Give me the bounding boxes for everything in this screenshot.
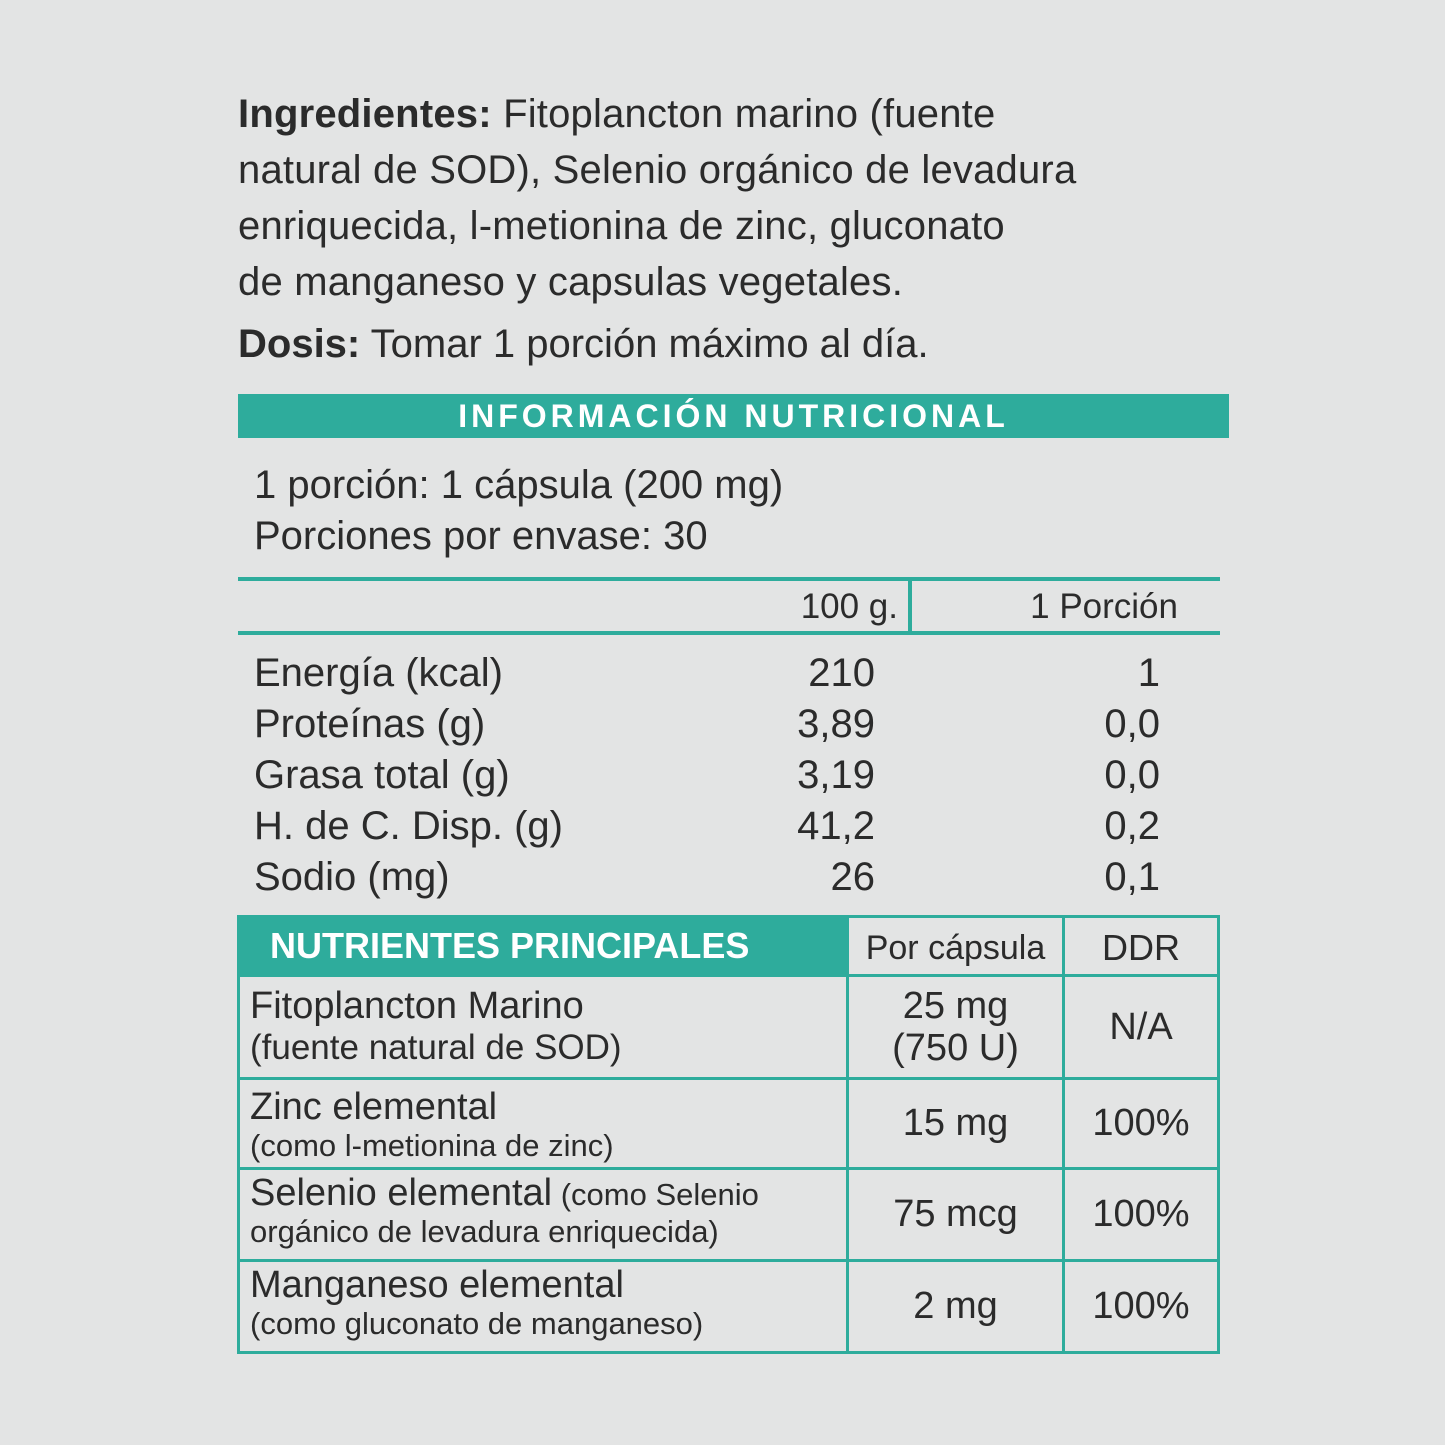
ingredients-paragraph bbox=[238, 86, 1230, 310]
nutrient-name: H. de C. Disp. (g) bbox=[254, 804, 563, 848]
column-per-capsule: Por cápsula bbox=[846, 918, 1062, 974]
nutrient-name: Proteínas (g) bbox=[254, 702, 486, 746]
ingredients-line-4: de manganeso y capsulas vegetales. bbox=[238, 260, 904, 304]
nutrition-row bbox=[238, 749, 1220, 800]
nutrition-row bbox=[238, 647, 1220, 698]
main-nutrients-header bbox=[240, 918, 1217, 977]
nutrient-name: Sodio (mg) bbox=[254, 855, 450, 899]
amount-value: 75 mcg bbox=[846, 1170, 1062, 1259]
nutrient-cell bbox=[240, 977, 846, 1077]
value-per-portion: 0,1 bbox=[1104, 855, 1160, 899]
main-nutrient-row bbox=[240, 1170, 1217, 1262]
nutrient-name: Fitoplancton Marino bbox=[250, 985, 584, 1027]
nutrient-cell bbox=[240, 1170, 846, 1259]
amount-cell bbox=[846, 977, 1062, 1077]
nutrient-cell bbox=[240, 1080, 846, 1167]
nutrient-name: Manganeso elemental bbox=[250, 1264, 624, 1306]
value-per-100g: 3,89 bbox=[797, 702, 875, 746]
nutrient-detail: (como l-metionina de zinc) bbox=[250, 1128, 614, 1163]
value-per-100g: 41,2 bbox=[797, 804, 875, 848]
nutrient-detail-inline: (como Selenio bbox=[552, 1177, 759, 1212]
ingredients-line-3: enriquecida, l-metionina de zinc, gluconato bbox=[238, 204, 1005, 248]
main-nutrient-row bbox=[240, 1080, 1217, 1170]
amount-value: 25 mg bbox=[902, 985, 1009, 1027]
value-per-100g: 3,19 bbox=[797, 753, 875, 797]
dosis-label: Dosis: bbox=[238, 322, 361, 366]
nutrient-detail: (fuente natural de SOD) bbox=[250, 1028, 622, 1067]
nutrient-detail: (como gluconato de manganeso) bbox=[250, 1306, 704, 1341]
value-per-portion: 0,0 bbox=[1104, 702, 1160, 746]
ddr-value: N/A bbox=[1062, 977, 1217, 1077]
column-ddr: DDR bbox=[1062, 918, 1217, 974]
ingredients-line-2: natural de SOD), Selenio orgánico de levadura bbox=[238, 148, 1077, 192]
nutrient-cell bbox=[240, 1262, 846, 1351]
amount-value: 2 mg bbox=[846, 1262, 1062, 1351]
serving-size: 1 porción: 1 cápsula (200 mg) bbox=[254, 463, 784, 507]
servings-per-container: Porciones por envase: 30 bbox=[254, 514, 708, 558]
main-nutrients-title: NUTRIENTES PRINCIPALES bbox=[240, 918, 846, 974]
ddr-value: 100% bbox=[1062, 1262, 1217, 1351]
column-divider bbox=[908, 581, 912, 631]
ingredients-line-1: Fitoplancton marino (fuente bbox=[491, 92, 996, 136]
dosis-text: Tomar 1 porción máximo al día. bbox=[360, 322, 929, 366]
nutrition-row bbox=[238, 851, 1220, 902]
label-text-block bbox=[238, 86, 1230, 372]
amount-units: (750 U) bbox=[892, 1027, 1019, 1069]
value-per-portion: 0,2 bbox=[1104, 804, 1160, 848]
ddr-value: 100% bbox=[1062, 1170, 1217, 1259]
nutrient-name: Selenio elemental bbox=[250, 1172, 553, 1214]
nutrient-name: Grasa total (g) bbox=[254, 753, 510, 797]
amount-value: 15 mg bbox=[846, 1080, 1062, 1167]
ddr-value: 100% bbox=[1062, 1080, 1217, 1167]
nutrition-table bbox=[238, 577, 1220, 902]
portion-info bbox=[254, 460, 783, 562]
value-per-100g: 210 bbox=[808, 651, 875, 695]
column-per-100g: 100 g. bbox=[800, 587, 898, 626]
nutrition-row bbox=[238, 698, 1220, 749]
nutrition-row bbox=[238, 800, 1220, 851]
column-per-portion: 1 Porción bbox=[1030, 587, 1178, 626]
nutrition-info-header: INFORMACIÓN NUTRICIONAL bbox=[238, 394, 1229, 438]
main-nutrient-row bbox=[240, 1262, 1217, 1351]
nutrient-name: Energía (kcal) bbox=[254, 651, 503, 695]
main-nutrient-row bbox=[240, 977, 1217, 1080]
dosis-paragraph bbox=[238, 316, 1230, 372]
main-nutrients-table bbox=[237, 915, 1220, 1354]
nutrition-table-header bbox=[238, 577, 1220, 635]
value-per-100g: 26 bbox=[830, 855, 875, 899]
nutrient-detail: orgánico de levadura enriquecida) bbox=[250, 1214, 719, 1249]
value-per-portion: 1 bbox=[1137, 651, 1160, 695]
nutrient-name: Zinc elemental bbox=[250, 1086, 498, 1128]
value-per-portion: 0,0 bbox=[1104, 753, 1160, 797]
ingredients-label: Ingredientes: bbox=[238, 92, 492, 136]
